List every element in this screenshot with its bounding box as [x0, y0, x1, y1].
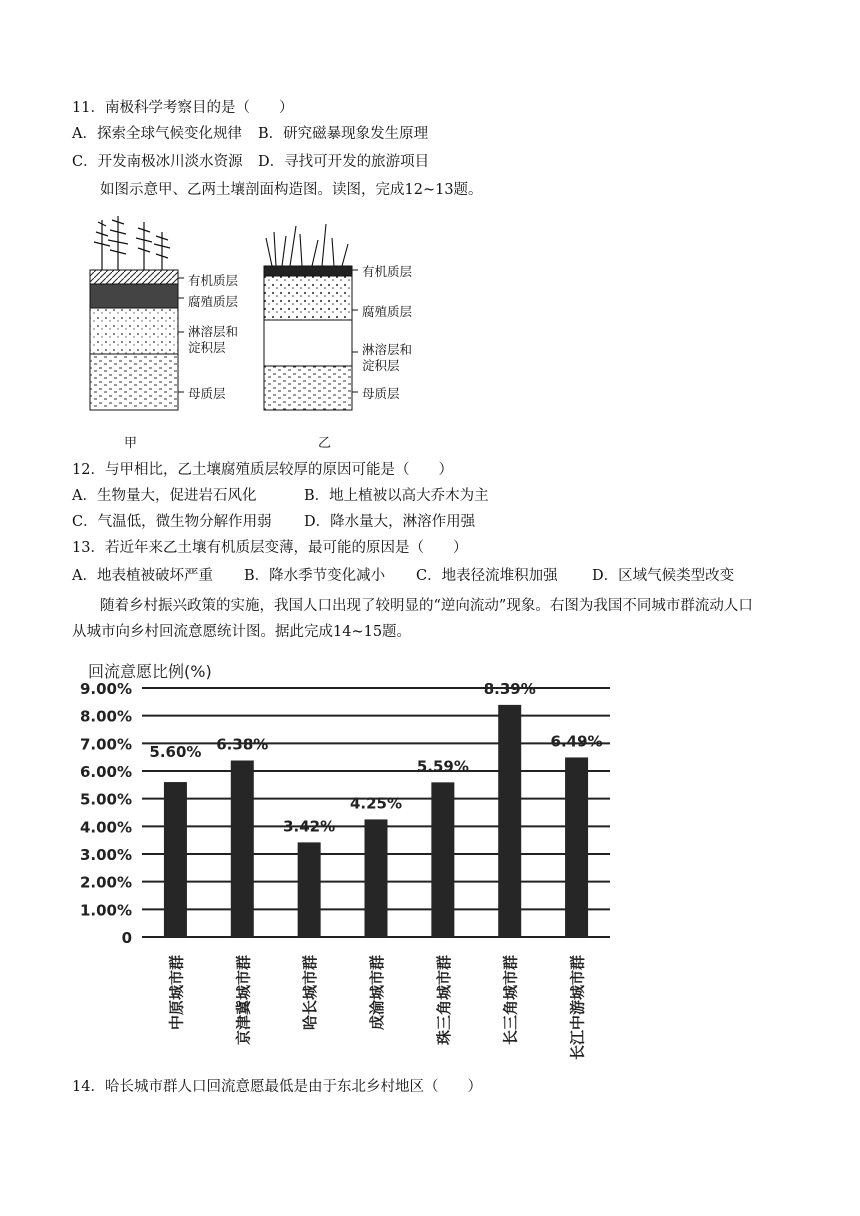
- q13-stem: 13．若近年来乙土壤有机质层变薄，最可能的原因是（ ）: [72, 540, 468, 556]
- caption-jia: 甲: [124, 436, 138, 451]
- value-label: 5.59%: [416, 757, 469, 776]
- q12-option-a: A．生物量大，促进岩石风化: [72, 488, 257, 504]
- bar: [231, 760, 254, 937]
- x-category-label: 京津冀城市群: [234, 955, 253, 1046]
- jia-layer-illuvial: 淀积层: [188, 340, 226, 355]
- yi-layer-organic: 有机质层: [362, 264, 413, 279]
- tree-icon: [94, 216, 170, 270]
- y-tick-label: 1.00%: [80, 901, 132, 920]
- soil-profile-yi-figure: [262, 218, 362, 412]
- chart-title: 回流意愿比例(%): [88, 662, 212, 681]
- y-tick-label: 0: [121, 929, 132, 947]
- soil-profile-jia-figure: [88, 212, 198, 412]
- bar: [498, 705, 521, 937]
- value-label: 3.42%: [283, 817, 336, 836]
- value-label: 8.39%: [483, 679, 536, 698]
- q11-option-c: C．开发南极冰川淡水资源: [72, 154, 243, 170]
- q14-stem: 14．哈长城市群人口回流意愿最低是由于东北乡村地区（ ）: [72, 1079, 482, 1095]
- y-tick-label: 8.00%: [80, 707, 132, 726]
- value-label: 4.25%: [349, 794, 403, 813]
- value-label: 5.60%: [149, 743, 202, 762]
- return-intention-bar-chart: [80, 655, 640, 1075]
- x-category-label: 中原城市群: [167, 955, 186, 1031]
- yi-layer-eluvial: 淋溶层和: [362, 342, 413, 357]
- x-category-label: 哈长城市群: [301, 955, 320, 1031]
- intro-12-13: 如图示意甲、乙两土壤剖面构造图。读图，完成12~13题。: [100, 182, 483, 198]
- intro-14-15-line2: 从城市向乡村回流意愿统计图。据此完成14~15题。: [72, 624, 412, 640]
- x-category-label: 成渝城市群: [368, 955, 386, 1031]
- jia-layer-humus: 腐殖质层: [188, 294, 239, 309]
- bar: [365, 819, 388, 937]
- jia-layer-organic: 有机质层: [188, 273, 239, 288]
- q13-option-b: B．降水季节变化减小: [244, 568, 386, 584]
- y-tick-label: 4.00%: [80, 818, 132, 837]
- q12-option-d: D．降水量大，淋溶作用强: [304, 514, 476, 530]
- jia-layer-parent: 母质层: [188, 386, 226, 401]
- caption-yi: 乙: [318, 436, 332, 451]
- x-category-label: 珠三角城市群: [434, 955, 453, 1046]
- q12-option-c: C．气温低，微生物分解作用弱: [72, 514, 272, 530]
- x-category-label: 长三角城市群: [501, 955, 520, 1046]
- q13-option-c: C．地表径流堆积加强: [416, 568, 558, 584]
- yi-layer-humus: 腐殖质层: [362, 304, 413, 319]
- value-label: 6.49%: [550, 732, 603, 751]
- grass-icon: [266, 224, 348, 266]
- bar: [298, 842, 321, 937]
- q11-option-b: B．研究磁暴现象发生原理: [258, 126, 429, 142]
- q12-option-b: B．地上植被以高大乔木为主: [304, 488, 489, 504]
- bar: [431, 782, 454, 937]
- intro-14-15-line1: 随着乡村振兴政策的实施，我国人口出现了较明显的“逆向流动”现象。右图为我国不同城市群流动人口: [100, 598, 753, 614]
- y-tick-label: 5.00%: [80, 790, 132, 809]
- q13-option-d: D．区域气候类型改变: [592, 568, 735, 584]
- bar: [164, 782, 187, 937]
- q11-option-d: D．寻找可开发的旅游项目: [258, 154, 430, 170]
- y-tick-label: 6.00%: [80, 763, 132, 781]
- y-tick-label: 2.00%: [80, 873, 132, 892]
- yi-layer-parent: 母质层: [362, 386, 400, 401]
- y-tick-label: 9.00%: [80, 680, 132, 698]
- bar: [565, 757, 588, 937]
- jia-layer-eluvial: 淋溶层和: [188, 324, 239, 339]
- value-label: 6.38%: [216, 735, 269, 754]
- y-tick-label: 3.00%: [80, 846, 132, 864]
- q11-option-a: A．探索全球气候变化规律: [72, 126, 242, 142]
- yi-layer-illuvial: 淀积层: [362, 358, 400, 373]
- q11-stem: 11．南极科学考察目的是（ ）: [72, 100, 294, 116]
- y-tick-label: 7.00%: [80, 735, 132, 754]
- q12-stem: 12．与甲相比，乙土壤腐殖质层较厚的原因可能是（ ）: [72, 462, 453, 478]
- x-category-label: 长江中游城市群: [568, 955, 587, 1061]
- q13-option-a: A．地表植被破坏严重: [72, 568, 213, 584]
